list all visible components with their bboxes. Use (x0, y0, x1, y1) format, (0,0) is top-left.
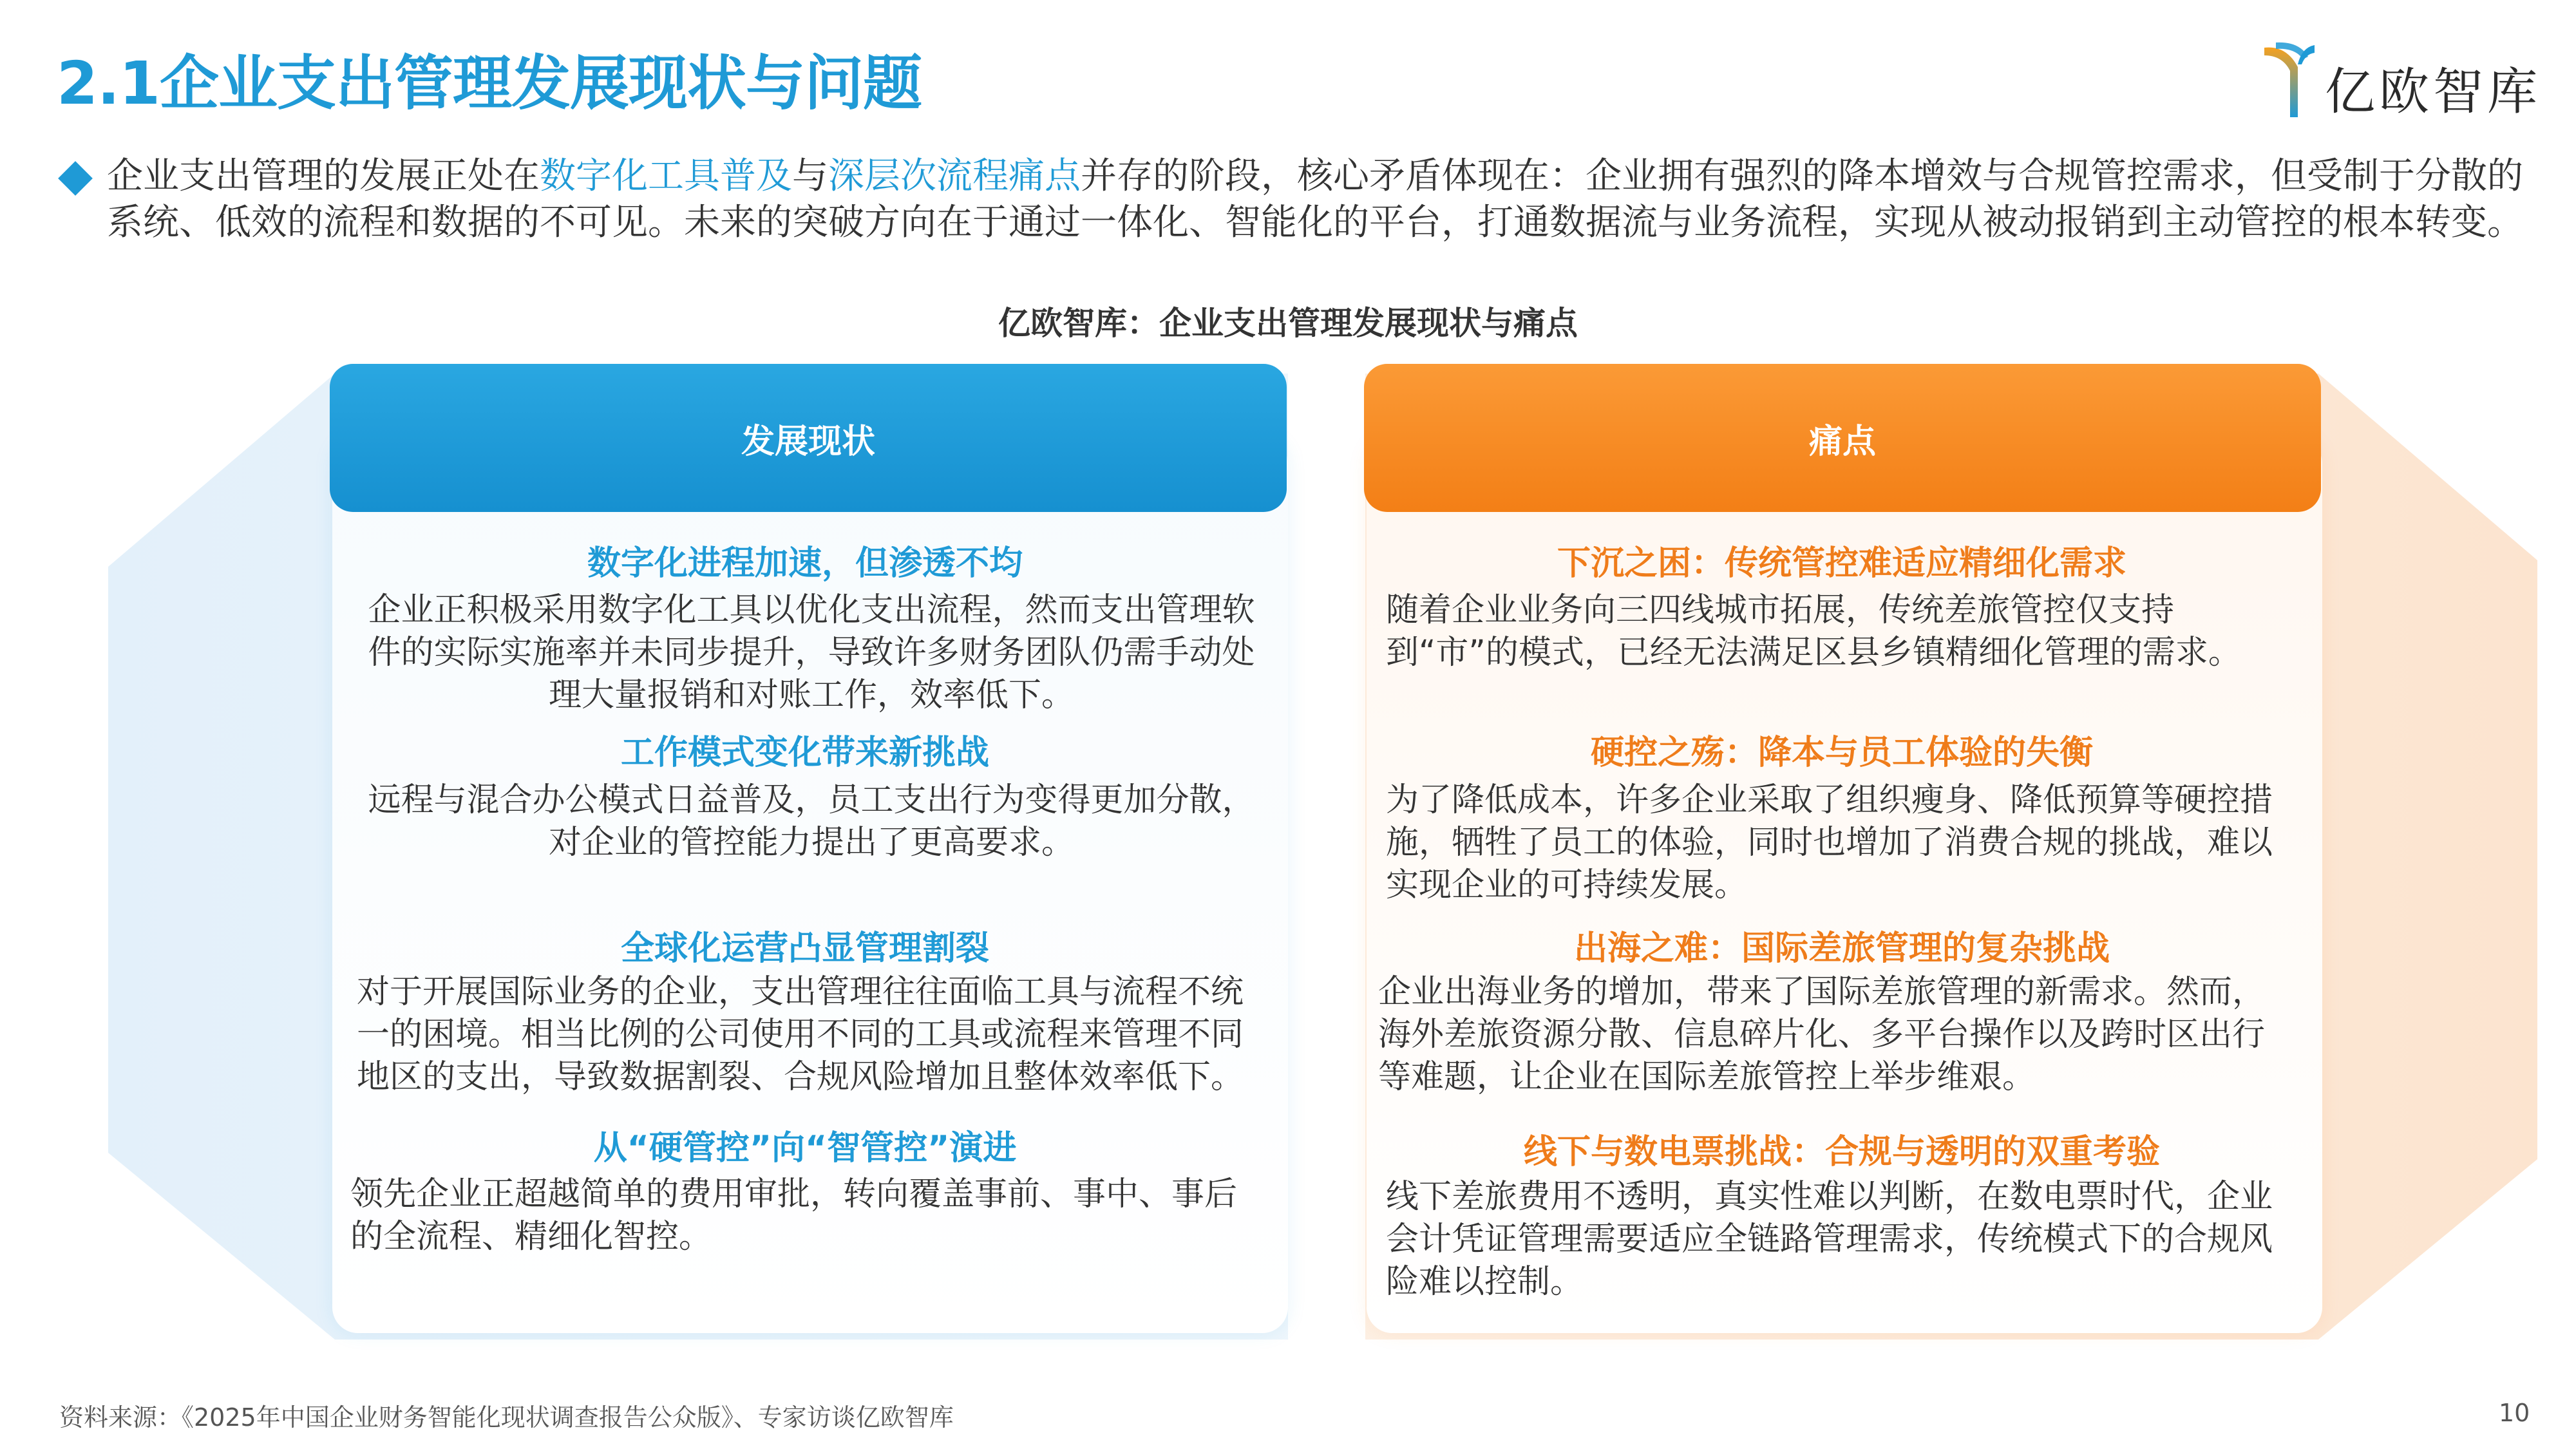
pain-section-title: 下沉之困：传统管控难适应精细化需求 (1557, 544, 2126, 583)
pain-section-title: 线下与数电票挑战：合规与透明的双重考验 (1523, 1133, 2160, 1171)
figure-title: 亿欧智库：企业支出管理发展现状与痛点 (998, 305, 1578, 342)
development-status-header: 发展现状 (330, 364, 1287, 512)
status-section-title: 全球化运营凸显管理割裂 (620, 929, 989, 968)
intro-highlight-2: 深层次流程痛点 (828, 155, 1081, 197)
intro-highlight-1: 数字化工具普及 (540, 155, 792, 197)
status-section-text: 企业正积极采用数字化工具以优化支出流程，然而支出管理软件的实际实施率并未同步提升，导致许多财务团队仍需手动处理大量报销和对账工作，效率低下。 (368, 591, 1255, 714)
intro-part3: 并存的阶段，核心矛盾体现在：企业拥有强烈的降本增效与合规管控需求，但受制于分散的系统、低效的流程和数据的不可见。未来的突破方向在于通过一体化、智能化的平台，打通数据流与业务流程，实现从被动报销到主动管控的根本转变。 (107, 155, 2523, 243)
pain-section-text: 为了降低成本，许多企业采取了组织瘦身、降低预算等硬控措施，牺牲了员工的体验，同时也增加了消费合规的挑战，难以实现企业的可持续发展。 (1386, 781, 2273, 904)
page-number: 10 (2499, 1399, 2530, 1427)
status-section-text: 对于开展国际业务的企业，支出管理往往面临工具与流程不统一的困境。相当比例的公司使用不同的工具或流程来管理不同地区的支出，导致数据割裂、合规风险增加且整体效率低下。 (357, 973, 1244, 1096)
pain-section-title: 硬控之殇：降本与员工体验的失衡 (1590, 734, 2093, 772)
status-section-text: 远程与混合办公模式日益普及，员工支出行为变得更加分散，对企业的管控能力提出了更高要求。 (368, 781, 1255, 862)
page-title: 2.1企业支出管理发展现状与问题 (57, 49, 922, 118)
intro-part1: 企业支出管理的发展正处在 (107, 155, 540, 197)
status-section-title: 从“硬管控”向“智管控”演进 (593, 1129, 1017, 1168)
logo-text: 亿欧智库 (2325, 63, 2542, 121)
pain-section-title: 出海之难：国际差旅管理的复杂挑战 (1573, 929, 2110, 968)
pain-points-header: 痛点 (1364, 364, 2321, 512)
pain-section-text: 企业出海业务的增加，带来了国际差旅管理的新需求。然而，海外差旅资源分散、信息碎片化、多平台操作以及跨时区出行等难题，让企业在国际差旅管控上举步维艰。 (1378, 973, 2266, 1096)
intro-part2: 与 (792, 155, 828, 197)
source-note: 资料来源：《2025年中国企业财务智能化现状调查报告公众版》、专家访谈亿欧智库 (59, 1403, 954, 1432)
status-section-title: 数字化进程加速，但渗透不均 (587, 544, 1023, 583)
status-section-title: 工作模式变化带来新挑战 (620, 734, 989, 772)
pain-section-text: 随着企业业务向三四线城市拓展，传统差旅管控仅支持到“市”的模式，已经无法满足区县乡镇精细化管理的需求。 (1386, 591, 2241, 672)
pain-section-text: 线下差旅费用不透明，真实性难以判断，在数电票时代，企业会计凭证管理需要适应全链路管理需求，传统模式下的合规风险难以控制。 (1386, 1178, 2273, 1301)
status-section-text: 领先企业正超越简单的费用审批，转向覆盖事前、事中、事后的全流程、精细化智控。 (350, 1175, 1238, 1256)
